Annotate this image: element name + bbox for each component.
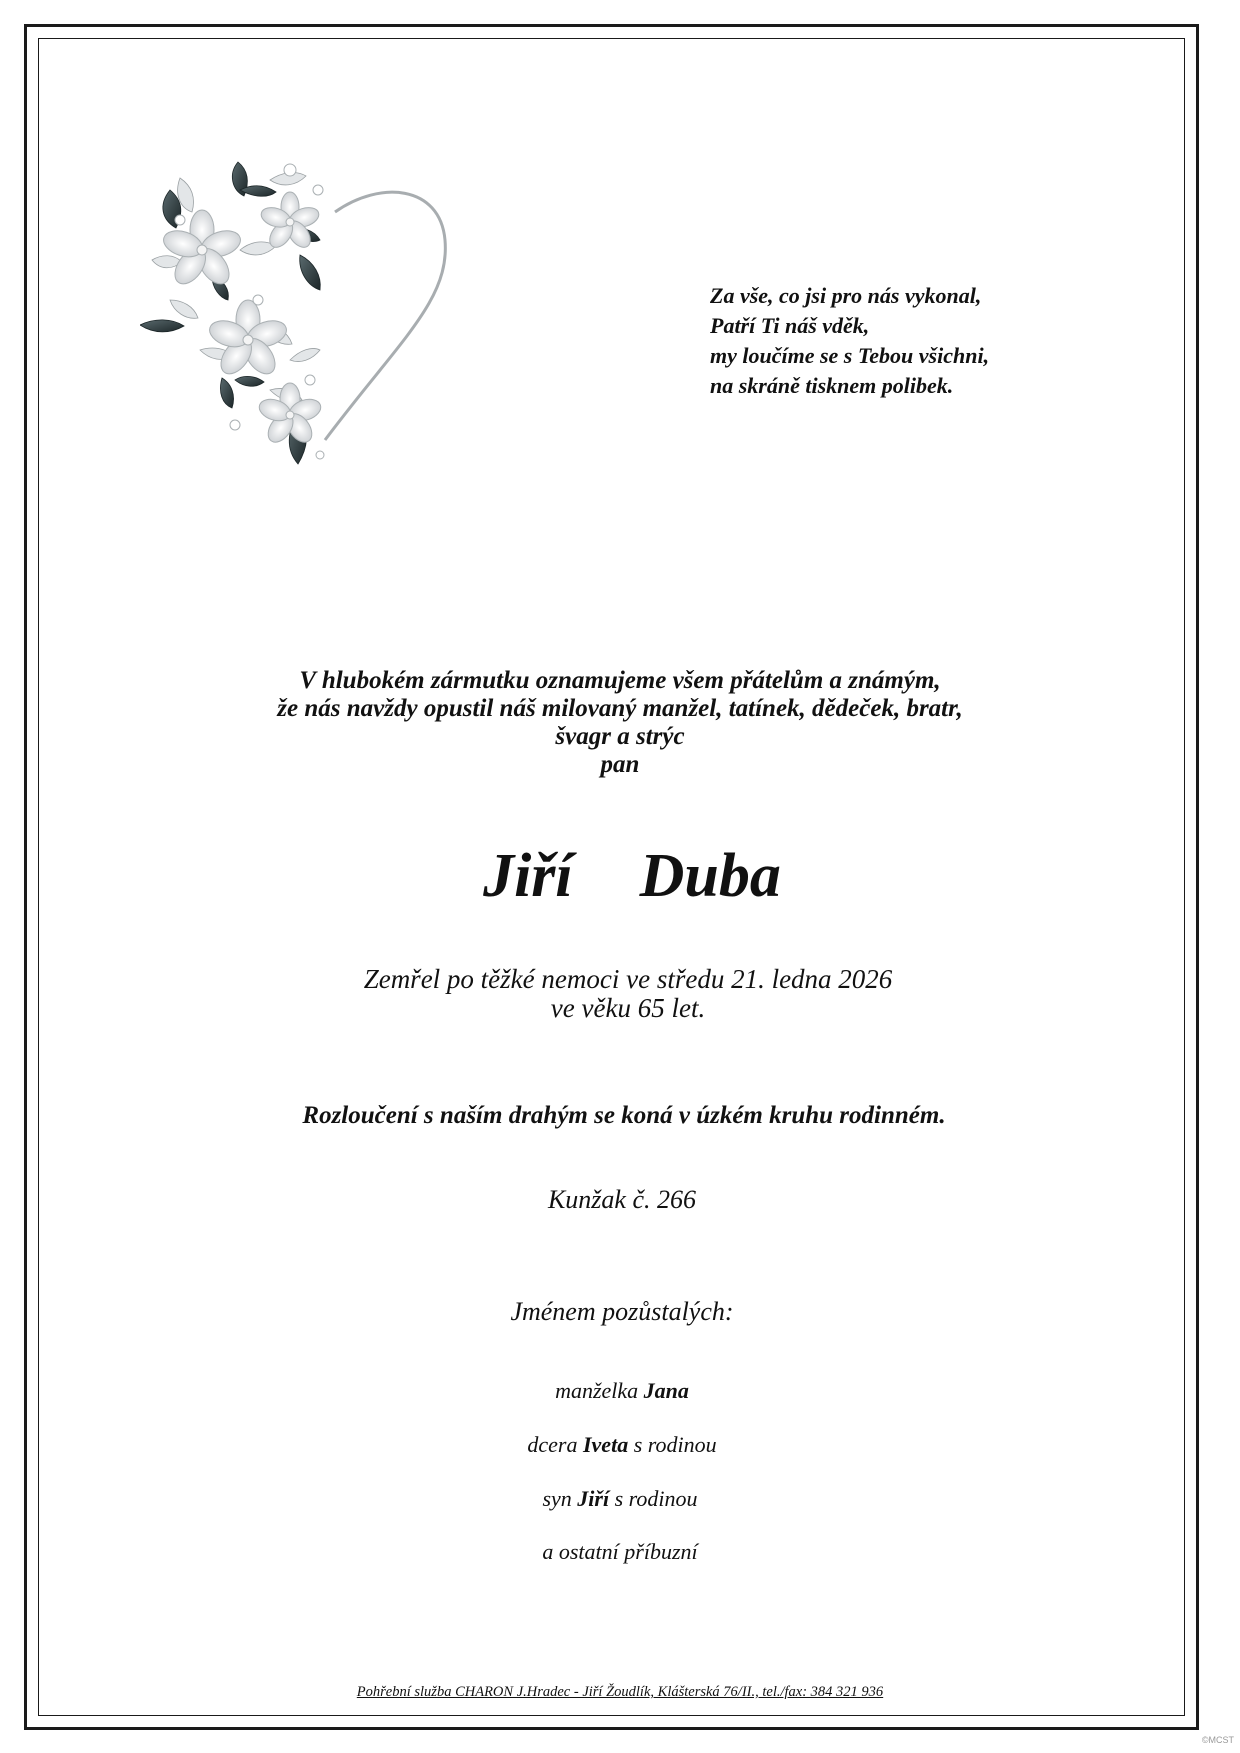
mourner-name: Jiří: [577, 1486, 610, 1511]
on-behalf-heading: Jménem pozůstalých:: [510, 1297, 734, 1326]
mourner-line: [2, 1378, 1240, 1404]
mourner-name: Iveta: [582, 1432, 629, 1457]
leaf-shape: [140, 320, 184, 332]
address: Kunžak č. 266: [547, 1185, 697, 1214]
farewell-text: Rozloučení s naším drahým se koná v úzkém kruhu rodinném.: [302, 1102, 946, 1129]
mourner-suffix: s rodinou: [628, 1432, 717, 1457]
death-info: [8, 965, 1240, 1023]
announcement-line: švagr a strýc: [555, 723, 685, 750]
mourner-prefix: manželka: [555, 1378, 644, 1403]
mourner-line: [0, 1486, 1240, 1512]
mourner-name: Jana: [643, 1378, 689, 1403]
leaf-shape: [240, 186, 276, 197]
poem-line: my loučíme se s Tebou všichni,: [710, 343, 990, 368]
mourner-line: [0, 1539, 1240, 1565]
mourner-suffix: s rodinou: [609, 1486, 698, 1511]
leaf-shape: [300, 255, 321, 290]
mourner-prefix: dcera: [527, 1432, 583, 1457]
copyright-mark: ©MCST: [1201, 1735, 1234, 1745]
deceased-name: Jiří Duba: [483, 842, 781, 910]
mourner-prefix: syn: [542, 1486, 578, 1511]
leaf-shape: [235, 376, 264, 386]
footer-text: Pohřební služba CHARON J.Hradec - Jiří Žoudlík, Klášterská 76/II., tel./fax: 384 321 936: [356, 1684, 884, 1700]
mourner-line: [2, 1432, 1240, 1458]
leaf-shape: [220, 378, 233, 408]
announcement-line: V hlubokém zármutku oznamujeme všem přátelům a známým,: [299, 667, 941, 694]
announcement: [0, 667, 1240, 779]
poem-line: Patří Ti náš vděk,: [710, 313, 870, 338]
heart-outline: [325, 192, 445, 440]
mourner-prefix: a ostatní příbuzní: [542, 1539, 698, 1564]
flower-shape: [206, 300, 290, 379]
death-line: Zemřel po těžké nemoci ve středu 21. ledna 2026: [363, 964, 893, 994]
announcement-line: pan: [600, 751, 640, 778]
floral-heart-icon: [140, 150, 490, 520]
death-line: ve věku 65 let.: [550, 993, 706, 1023]
funeral-service-footer: [0, 1683, 1240, 1701]
poem-line: Za vše, co jsi pro nás vykonal,: [710, 283, 982, 308]
announcement-line: že nás navždy opustil náš milovaný manžel, tatínek, dědeček, bratr,: [277, 695, 963, 722]
poem-line: na skráně tisknem polibek.: [710, 373, 954, 398]
poem: [710, 281, 1130, 401]
